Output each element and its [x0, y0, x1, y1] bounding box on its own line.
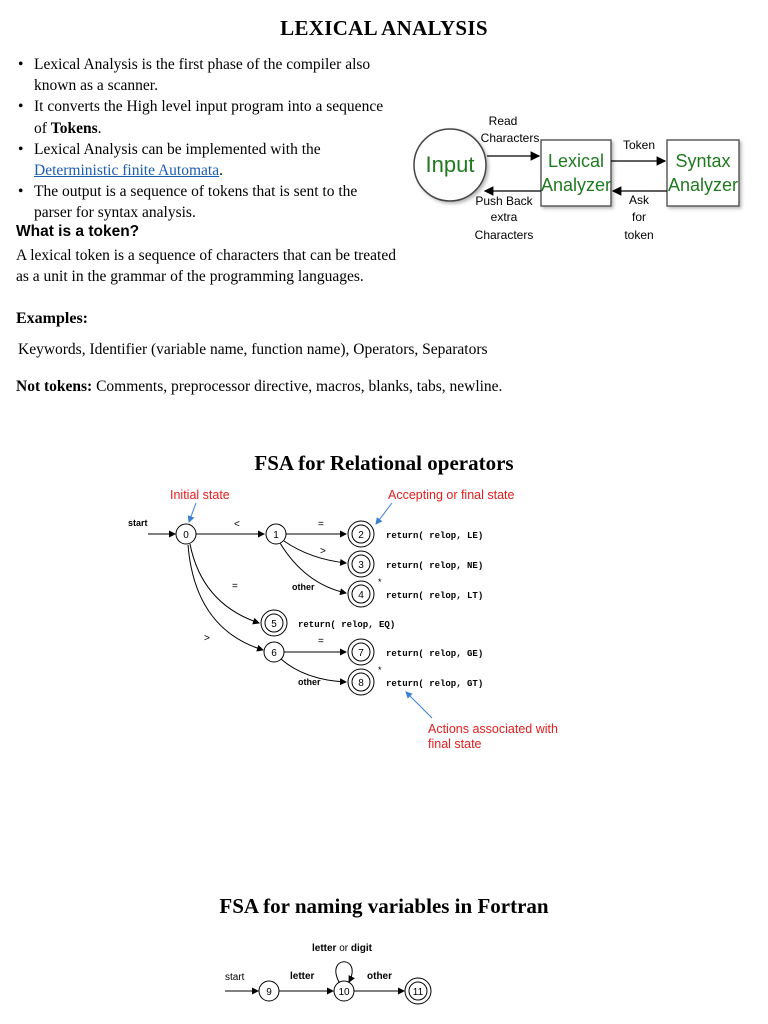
- edge-label: other: [298, 677, 321, 687]
- push-label: extra: [490, 210, 518, 224]
- fsa-fortran-diagram: [215, 935, 445, 1007]
- svg-text:6: 6: [271, 648, 277, 659]
- svg-text:4: 4: [358, 590, 364, 601]
- bullet-item: [14, 96, 394, 138]
- svg-text:3: 3: [358, 560, 364, 571]
- edge-label: other: [367, 971, 392, 982]
- read-label: Read: [488, 114, 518, 128]
- edge-1-3: [284, 541, 346, 563]
- examples-text: Keywords, Identifier (variable name, function name), Operators, Separators: [18, 341, 488, 358]
- action-label: return( relop, GE): [386, 649, 484, 659]
- bullet-text: .: [219, 162, 223, 180]
- svg-text:2: 2: [358, 530, 364, 541]
- state-1: [266, 524, 286, 544]
- lexical-label: Analyzer: [540, 175, 612, 195]
- syntax-analyzer-node: [667, 140, 739, 206]
- start-label: start: [128, 518, 148, 528]
- page-title: LEXICAL ANALYSIS: [280, 16, 488, 40]
- state-0: [176, 524, 196, 544]
- state-11: [405, 978, 431, 1004]
- bullet-item: [14, 54, 394, 96]
- svg-text:8: 8: [358, 678, 364, 689]
- edge-label: >: [204, 633, 210, 644]
- edge-label: <: [234, 519, 240, 530]
- svg-text:10: 10: [338, 987, 350, 998]
- fsa-relational-diagram: [120, 484, 610, 756]
- not-tokens-label: Not tokens:: [16, 378, 93, 395]
- edge-label: =: [318, 519, 324, 530]
- retract-mark: *: [378, 577, 382, 587]
- lexical-label: Lexical: [547, 151, 605, 171]
- actions-pointer: [406, 692, 432, 718]
- edge-label: =: [318, 636, 324, 647]
- not-tokens: [16, 378, 502, 396]
- svg-text:7: 7: [358, 648, 364, 659]
- actions-label: Actions associated with: [428, 722, 558, 736]
- push-label: Characters: [474, 228, 534, 242]
- lexical-analyzer-node: [541, 140, 611, 206]
- state-3: [348, 551, 374, 577]
- edge-0-6: [188, 545, 263, 650]
- dfa-link[interactable]: Deterministic finite Automata: [34, 162, 220, 180]
- edge-label: letter: [290, 971, 315, 982]
- edge-label: =: [232, 581, 238, 592]
- svg-text:9: 9: [266, 987, 272, 998]
- svg-text:5: 5: [271, 619, 277, 630]
- initial-state-label: Initial state: [170, 488, 230, 502]
- token-heading: What is a token?: [16, 223, 140, 240]
- ask-label: token: [624, 228, 654, 242]
- action-label: return( relop, GT): [386, 679, 484, 689]
- bullet-text: The output is a sequence of tokens that is sent to the parser for syntax analysis.: [34, 183, 358, 222]
- state-9: [259, 981, 279, 1001]
- examples-heading: Examples:: [16, 310, 88, 327]
- accepting-state-label: Accepting or final state: [388, 488, 515, 502]
- edge-0-5: [190, 544, 259, 623]
- compiler-diagram: [405, 105, 750, 250]
- actions-label: final state: [428, 737, 482, 751]
- token-label: Token: [622, 138, 656, 152]
- initial-state-pointer: [189, 503, 196, 522]
- bullet-text: Lexical Analysis can be implemented with the: [34, 140, 321, 158]
- state-5: [261, 610, 287, 636]
- action-label: return( relop, LT): [386, 591, 484, 601]
- svg-text:11: 11: [412, 987, 424, 998]
- edge-label: >: [320, 546, 326, 557]
- accepting-state-pointer: [376, 503, 392, 524]
- ask-label: Ask: [628, 193, 650, 207]
- bullet-text: .: [97, 119, 102, 137]
- svg-text:0: 0: [183, 530, 189, 541]
- bullet-item: [14, 139, 394, 181]
- bullet-item: [14, 181, 394, 223]
- syntax-label: Analyzer: [667, 175, 739, 195]
- not-tokens-text: Comments, preprocessor directive, macros, blanks, tabs, newline.: [92, 378, 503, 395]
- fsa-fortran-title: FSA for naming variables in Fortran: [219, 894, 549, 918]
- syntax-label: Syntax: [675, 151, 731, 171]
- action-label: return( relop, EQ): [298, 620, 396, 630]
- action-label: return( relop, NE): [386, 561, 484, 571]
- tokens-bold: Tokens: [50, 119, 98, 137]
- retract-mark: *: [378, 665, 382, 675]
- svg-text:1: 1: [273, 530, 279, 541]
- state-4: [348, 581, 374, 607]
- input-label: Input: [425, 152, 475, 177]
- fsa-relational-title: FSA for Relational operators: [254, 451, 514, 475]
- state-2: [348, 521, 374, 547]
- intro-bullets: [14, 54, 394, 224]
- loop-label: letter or digit: [312, 943, 373, 954]
- action-label: return( relop, LE): [386, 531, 484, 541]
- read-label: Characters: [480, 131, 540, 145]
- push-label: Push Back: [475, 194, 533, 208]
- edge-label: other: [292, 582, 315, 592]
- state-8: [348, 669, 374, 695]
- state-7: [348, 639, 374, 665]
- token-definition: A lexical token is a sequence of characters that can be treated as a unit in the grammar of the programming languages.: [16, 247, 396, 286]
- bullet-text: It converts the High level input program into a sequence of: [34, 98, 384, 137]
- state-10: [334, 981, 354, 1001]
- bullet-text: Lexical Analysis is the first phase of the compiler also known as a scanner.: [34, 56, 371, 95]
- loop-10: [336, 962, 352, 982]
- start-label: start: [225, 972, 245, 983]
- ask-label: for: [631, 210, 647, 224]
